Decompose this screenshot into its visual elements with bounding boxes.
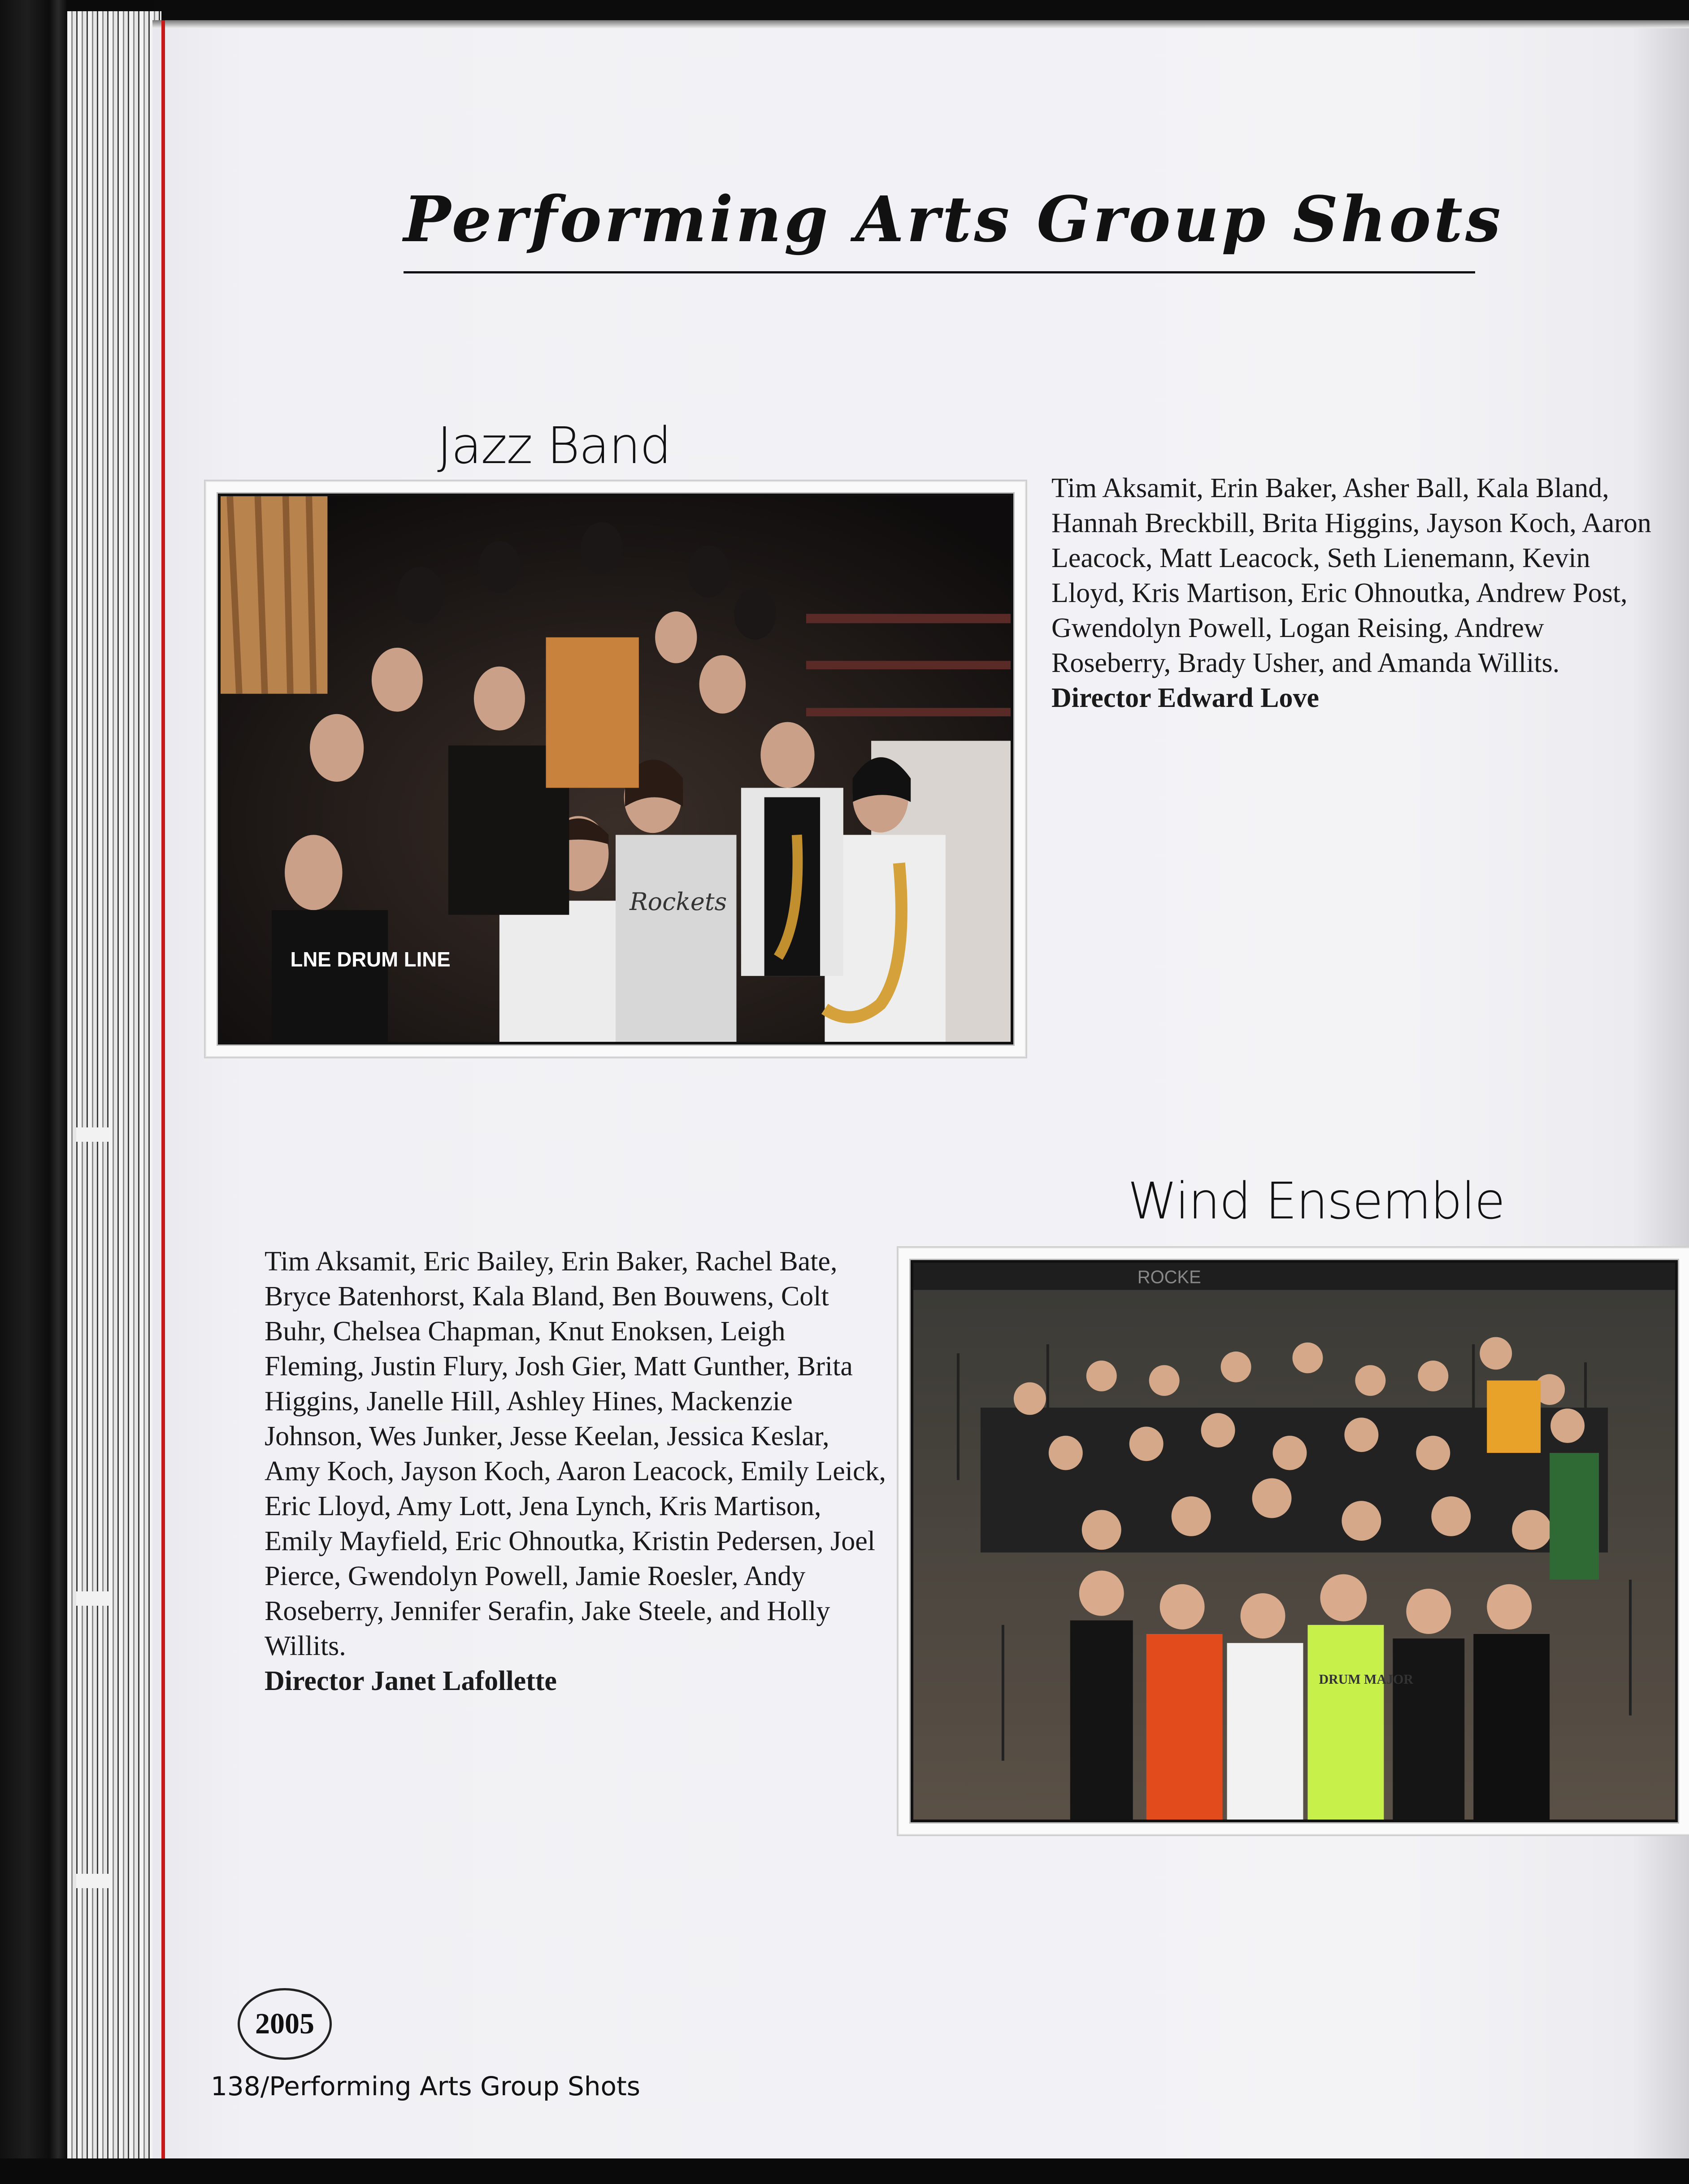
- wind-ensemble-members: [265, 1244, 888, 1699]
- yearbook-page: [152, 20, 1689, 2158]
- wind-photo-banner-text: ROCKE: [1137, 1267, 1201, 1287]
- page-title: Performing Arts Group Shots: [404, 177, 1475, 273]
- wind-ensemble-heading: Wind Ensemble: [1128, 1172, 1505, 1231]
- wind-photo-shirt-text: DRUM MAJOR: [1319, 1671, 1414, 1687]
- year-badge: 2005: [238, 1988, 332, 2060]
- page-edges: [67, 11, 161, 2163]
- page-number-label: 138/Performing Arts Group Shots: [211, 2071, 640, 2102]
- page-tab-marker: [76, 1591, 110, 1606]
- jazz-band-heading: Jazz Band: [437, 417, 671, 475]
- wind-ensemble-photo-illustration: [913, 1263, 1675, 1820]
- wind-ensemble-member-list: Tim Aksamit, Eric Bailey, Erin Baker, Rachel Bate, Bryce Batenhorst, Kala Bland, Ben Bouwens, Colt Buhr, Chelsea Chapman, Knut Enoksen, Leigh Fleming, Justin Flury, Josh Gier, Matt Gunther, Brita Higgins, Janelle Hill, Ashley Hines, Mackenzie Johnson, Wes Junker, Jesse Keelan, Jessica Keslar, Amy Koch, Jayson Koch, Aaron Leacock, Emily Leick, Eric Lloyd, Amy Lott, Jena Lynch, Kris Martison, Emily Mayfield, Eric Ohnoutka, Kristin Pedersen, Joel Pierce, Gwendolyn Powell, Jamie Roesler, Andy Roseberry, Jennifer Serafin, Jake Steele, and Holly Willits.: [265, 1246, 886, 1661]
- page-tab-marker: [76, 1127, 110, 1142]
- jazz-band-member-list: Tim Aksamit, Erin Baker, Asher Ball, Kala Bland, Hannah Breckbill, Brita Higgins, Jayson Koch, Aaron Leacock, Matt Leacock, Seth Lienemann, Kevin Lloyd, Kris Martison, Eric Ohnoutka, Andrew Post, Gwendolyn Powell, Logan Reising, Andrew Roseberry, Brady Usher, and Amanda Willits.: [1051, 473, 1651, 678]
- page-tab-marker: [76, 1874, 110, 1888]
- jazz-band-members: [1051, 471, 1670, 715]
- scan-bottom-edge: [0, 2158, 1689, 2184]
- jazz-band-photo-illustration: [221, 496, 1011, 1042]
- wind-ensemble-photo-frame: [897, 1246, 1689, 1836]
- jazz-band-photo: [218, 494, 1013, 1044]
- wind-ensemble-director: Director Janet Lafollette: [265, 1666, 557, 1696]
- jazz-band-photo-frame: [204, 480, 1027, 1058]
- jazz-photo-jacket-text: Rockets: [630, 887, 727, 916]
- jazz-band-director: Director Edward Love: [1051, 683, 1319, 713]
- jazz-photo-shirt-text: LNE DRUM LINE: [290, 947, 451, 971]
- margin-rule: [161, 20, 165, 2158]
- page-top-shadow: [152, 20, 1689, 28]
- wind-ensemble-photo: [911, 1260, 1678, 1822]
